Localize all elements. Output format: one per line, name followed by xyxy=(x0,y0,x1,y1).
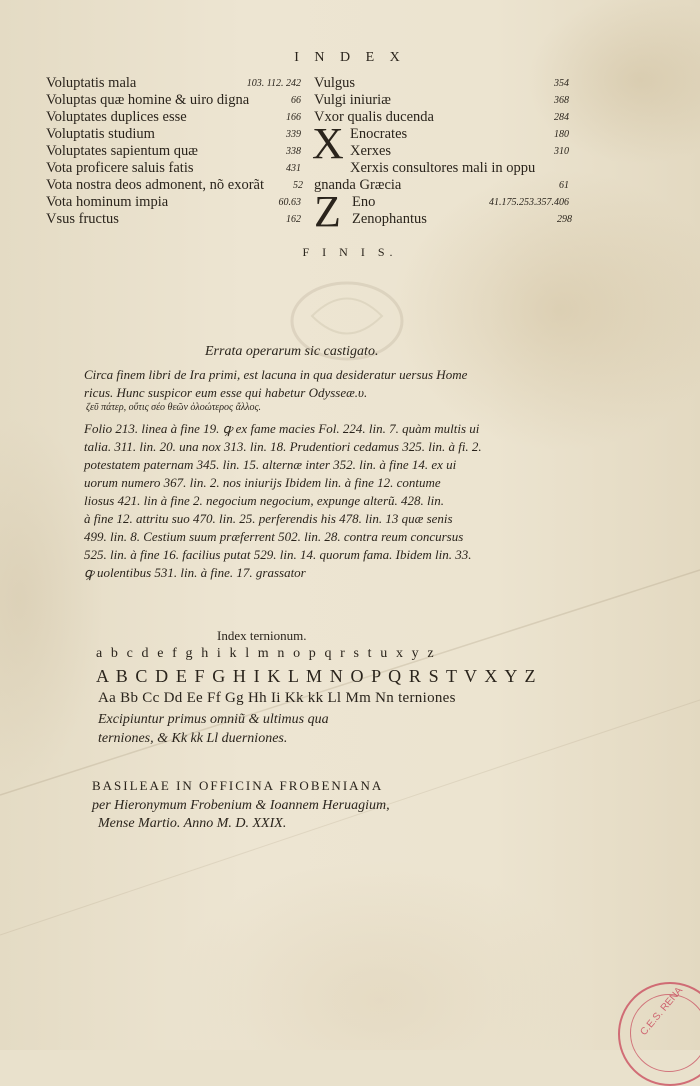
ternion-exception-line: terniones, & Kk kk Ll duerniones. xyxy=(98,731,288,746)
errata-line: uorum numero 367. lin. 2. nos iniurijs Ibidem lin. à fine 12. contume xyxy=(84,475,441,490)
initial-letter-x: X xyxy=(312,119,344,168)
errata-greek-line: ζεῦ πάτερ, οὔτις σέο θεῶν ὀλοώτερος ἄλλος. xyxy=(86,402,262,413)
index-term: Vota hominum impia xyxy=(46,194,169,210)
index-term: Voluptates duplices esse xyxy=(46,109,187,125)
index-term: Voluptatis mala xyxy=(46,75,137,91)
initial-letter-z: Z xyxy=(314,187,341,236)
index-entry xyxy=(350,143,569,160)
index-term: gnanda Græcia xyxy=(314,177,402,193)
index-pages: 354 xyxy=(554,78,569,89)
finis-heading: F I N I S. xyxy=(302,245,398,259)
index-pages: 66 xyxy=(291,95,301,106)
index-pages: 339 xyxy=(286,129,301,140)
index-entry xyxy=(350,160,569,177)
errata-line: potestatem paternam 345. lin. 15. alternæ inter 352. lin. à fine 14. ex ui xyxy=(84,457,457,472)
index-entry xyxy=(46,160,301,177)
errata-line: ricus. Hunc suspicor eum esse qui habetur Odysseæ.υ. xyxy=(84,385,368,400)
index-pages: 166 xyxy=(286,112,301,123)
index-entry xyxy=(46,75,301,92)
errata-line: 499. lin. 8. Cestium suum præferrent 502. lin. 28. contra reum concursus xyxy=(84,529,464,544)
index-header: I N D E X xyxy=(294,50,406,65)
index-entry xyxy=(46,92,301,109)
index-term: Vsus fructus xyxy=(46,211,119,227)
index-term: Voluptas quæ homine & uiro digna xyxy=(46,92,250,108)
ternion-pairs: Aa Bb Cc Dd Ee Ff Gg Hh Ii Kk kk Ll Mm Nn terniones xyxy=(98,690,456,706)
index-pages: 310 xyxy=(554,146,569,157)
errata-title: Errata operarum sic castigato. xyxy=(205,344,379,359)
index-term: Zenophantus xyxy=(352,211,427,227)
index-entry xyxy=(46,194,301,211)
errata-line: 525. lin. à fine 16. facilius putat 529. lin. 14. quorum fama. Ibidem lin. 33. xyxy=(84,547,472,562)
index-pages: 60.63 xyxy=(278,197,301,208)
ternion-lowercase: a b c d e f g h i k l m n o p q r s t u x y z xyxy=(96,646,437,661)
index-entry xyxy=(314,177,569,194)
ternion-exception-line: Excipiuntur primus omniũ & ultimus qua xyxy=(98,712,329,727)
index-entry xyxy=(46,126,301,143)
index-term: Voluptates sapientum quæ xyxy=(46,143,198,159)
index-entry xyxy=(352,211,572,228)
index-term: Xerxis consultores mali in oppu xyxy=(350,160,536,176)
index-term: Vulgi iniuriæ xyxy=(314,92,391,108)
ternion-index-title: Index ternionum. xyxy=(217,628,307,643)
index-term: Xerxes xyxy=(350,143,392,159)
index-entry xyxy=(314,109,569,126)
index-term: Vulgus xyxy=(314,75,356,91)
errata-line: Folio 213. linea à fine 19. ꝙ ex fame macies Fol. 224. lin. 7. quàm multis ui xyxy=(84,421,480,436)
index-entry xyxy=(350,126,569,143)
index-entry xyxy=(352,194,569,211)
index-pages: 431 xyxy=(286,163,301,174)
colophon-line: per Hieronymum Frobenium & Ioannem Heruagium, xyxy=(92,798,390,813)
colophon-line: Mense Martio. Anno M. D. XXIX. xyxy=(98,816,287,831)
index-entry xyxy=(46,109,301,126)
errata-line: ꝙ uolentibus 531. lin. à fine. 17. grassator xyxy=(84,565,306,580)
errata-line: liosus 421. lin à fine 2. negocium negocium, expunge alterũ. 428. lin. xyxy=(84,493,444,508)
ternion-uppercase: A B C D E F G H I K L M N O P Q R S T V X Y Z xyxy=(96,666,538,686)
index-term: Voluptatis studium xyxy=(46,126,155,142)
index-term: Eno xyxy=(352,194,376,210)
index-entry xyxy=(46,211,301,228)
index-pages: 180 xyxy=(554,129,569,140)
index-pages: 284 xyxy=(554,112,569,123)
index-term: Enocrates xyxy=(350,126,408,142)
index-pages: 103. 112. 242 xyxy=(246,78,301,89)
index-entry xyxy=(46,143,301,160)
index-pages: 52 xyxy=(293,180,303,191)
index-term: Vota proficere saluis fatis xyxy=(46,160,194,176)
index-pages: 298 xyxy=(557,214,572,225)
index-term: Vota nostra deos admonent, nõ exorãt xyxy=(46,177,264,193)
errata-line: à fine 12. attritu suo 470. lin. 25. perferendis his 478. lin. 13 quæ senis xyxy=(84,511,453,526)
index-entry xyxy=(46,177,303,194)
index-pages: 368 xyxy=(554,95,569,106)
stamp-text: C.E.S. RENA xyxy=(638,985,686,1038)
colophon-line: BASILEAE IN OFFICINA FROBENIANA xyxy=(92,778,384,793)
index-pages: 162 xyxy=(286,214,301,225)
errata-line: Circa finem libri de Ira primi, est lacuna in qua desideratur uersus Home xyxy=(84,367,468,382)
index-pages: 61 xyxy=(559,180,569,191)
index-term: Vxor qualis ducenda xyxy=(314,109,434,125)
index-pages: 41.175.253.357.406 xyxy=(489,197,569,208)
errata-line: talia. 311. lin. 20. una nox 313. lin. 18. Prudentiori cedamus 325. lin. à fi. 2. xyxy=(84,439,482,454)
index-entry xyxy=(314,92,569,109)
index-entry xyxy=(314,75,569,92)
index-pages: 338 xyxy=(286,146,301,157)
